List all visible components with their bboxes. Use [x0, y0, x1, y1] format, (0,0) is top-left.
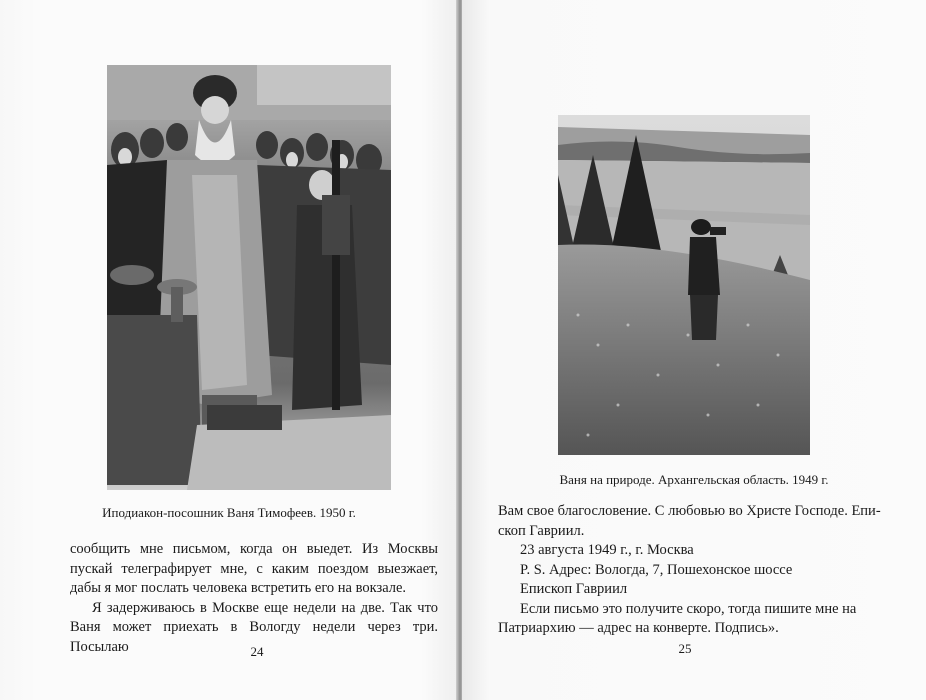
- left-photo: [107, 65, 391, 490]
- right-page: [462, 0, 926, 700]
- right-line-1: Вам свое благословение. С любовью во Христе Господе. Епи-: [498, 503, 881, 519]
- left-page: [0, 0, 458, 700]
- right-body-text: [498, 502, 894, 639]
- right-line-3: 23 августа 1949 г., г. Москва: [520, 542, 694, 558]
- right-line-2: скоп Гавриил.: [498, 522, 585, 539]
- left-caption: Иподиакон-посошник Ваня Тимофеев. 1950 г.: [102, 505, 356, 520]
- right-line-4: P. S. Адрес: Вологда, 7, Пошехонское шоссе: [520, 561, 793, 578]
- left-body-text: [70, 540, 438, 657]
- binoculars-photo-icon: [558, 115, 810, 455]
- left-paragraph-2: Я задерживаюсь в Москве еще недели на две. Так что Ваня может приехать в Вологду недели через три. Посылаю: [70, 599, 438, 655]
- right-caption: Ваня на природе. Архангельская область. 1949 г.: [559, 472, 829, 487]
- bishop-photo-icon: [107, 65, 391, 490]
- right-line-6: Если письмо это получите скоро, тогда пишите мне на: [520, 600, 857, 617]
- left-page-number: 24: [250, 644, 264, 659]
- right-photo: [558, 115, 810, 455]
- left-paragraph-1: сообщить мне письмом, когда он выедет. Из Москвы пускай телеграфирует мне, с каким поездом выезжает, дабы я мог послать человека встретить его на вокзале.: [70, 541, 438, 596]
- right-line-7: Патриархию — адрес на конверте. Подпись».: [498, 620, 779, 636]
- right-line-5: Епископ Гавриил: [520, 581, 628, 597]
- right-page-number: 25: [678, 641, 692, 656]
